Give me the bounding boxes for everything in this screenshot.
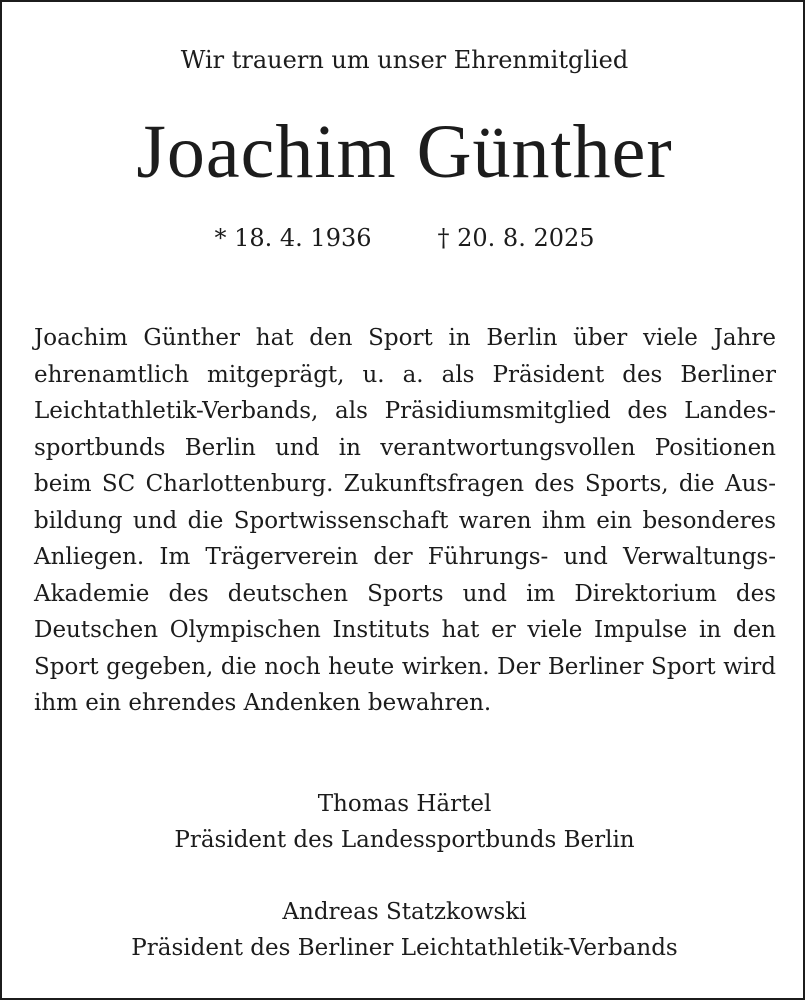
text-line: ehrenamtlich mitgeprägt, u. a. als Präsident des Berliner — [34, 361, 776, 388]
intro-line: Wir trauern um unser Ehrenmitglied — [180, 46, 629, 74]
text-line: ihm ein ehrendes Andenken bewahren. — [34, 690, 492, 716]
text-line: beim SC Charlottenburg. Zukunftsfragen des Sports, die Aus- — [34, 471, 776, 497]
deceased-name: Joachim Günther — [136, 110, 673, 194]
birth-date: * 18. 4. 1936 — [214, 224, 372, 252]
signatory-block — [2, 894, 805, 966]
signatory-name: Andreas Statzkowski — [282, 899, 527, 925]
signatory-block — [2, 786, 805, 858]
text-line: bildung und die Sportwissenschaft waren ihm ein besonderes — [34, 507, 776, 534]
text-line: Anliegen. Im Trägerverein der Führungs- und Verwaltungs- — [34, 544, 776, 570]
text-line: Leichtathletik-Verbands, als Präsidiumsmitglied des Landes- — [34, 398, 776, 424]
obituary-text — [34, 320, 776, 722]
signatory-role: Präsident des Landessportbunds Berlin — [174, 827, 635, 853]
text-line: Joachim Günther hat den Sport in Berlin über viele Jahre — [34, 325, 776, 351]
death-date: † 20. 8. 2025 — [437, 224, 595, 252]
text-line: Akademie des deutschen Sports und im Direktorium des — [34, 580, 776, 607]
text-line: sportbunds Berlin und in verantwortungsvollen Positionen — [34, 434, 776, 461]
life-dates — [2, 220, 805, 256]
signatory-name: Thomas Härtel — [317, 791, 492, 817]
text-line: Deutschen Olympischen Instituts hat er viele Impulse in den — [34, 617, 776, 643]
signatory-role: Präsident des Berliner Leichtathletik-Verbands — [131, 935, 678, 961]
text-line: Sport gegeben, die noch heute wirken. Der Berliner Sport wird — [34, 653, 776, 680]
